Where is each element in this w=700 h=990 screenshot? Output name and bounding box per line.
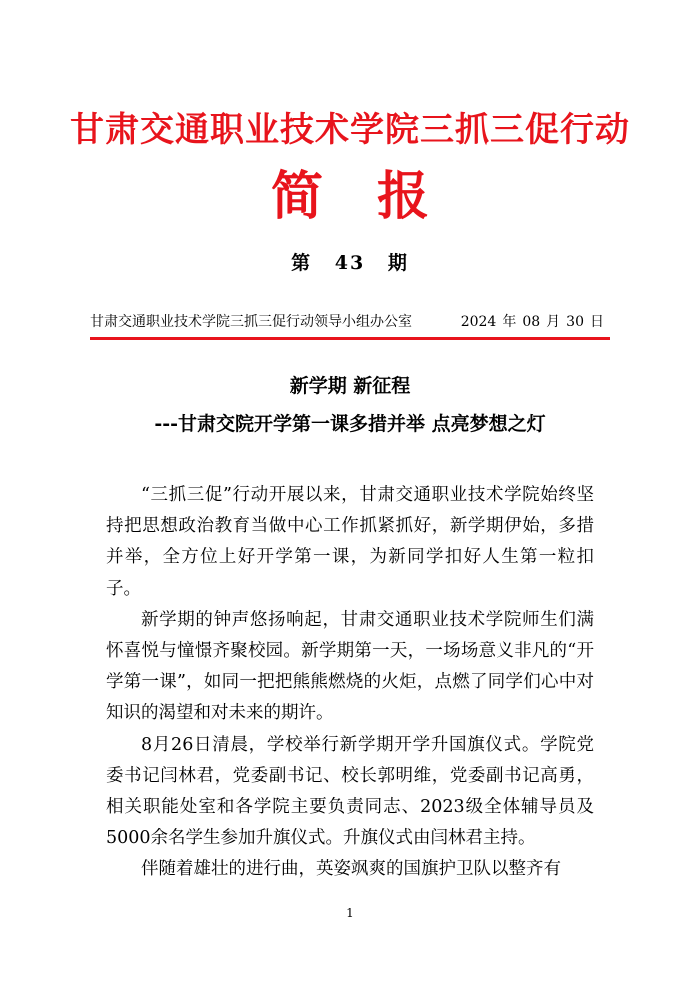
article-paragraph: 8月26日清晨，学校举行新学期开学升国旗仪式。学院党委书记闫林君，党委副书记、校长郭明维，党委副书记高勇，相关职能处室和各学院主要负责同志、2023级全体辅导员及5000余名学生参加升旗仪式。升旗仪式由闫林君主持。 <box>106 734 594 849</box>
issue-date-day-char: 日 <box>590 314 604 330</box>
article-title: 新学期 新征程 <box>289 375 411 397</box>
article-subtitle: ---甘肃交院开学第一课多措并举 点亮梦想之灯 <box>154 413 546 435</box>
issue-prefix: 第 <box>291 252 313 274</box>
issue-number: 43 <box>334 252 366 274</box>
issue-date-day: 30 <box>566 314 584 330</box>
issue-date <box>461 311 610 333</box>
issuing-office: 甘肃交通职业技术学院三抓三促行动领导小组办公室 <box>90 314 412 330</box>
issue-suffix: 期 <box>387 252 409 274</box>
bulletin-doc-type: 简报 <box>270 166 483 227</box>
article-paragraph: “三抓三促”行动开展以来，甘肃交通职业技术学院始终坚持把思想政治教育当做中心工作抓紧抓好，新学期伊始，多措并举，全方位上好开学第一课，为新同学扣好人生第一粒扣子。 <box>106 485 594 599</box>
red-divider-rule <box>90 337 610 340</box>
article-paragraph: 伴随着雄壮的进行曲，英姿飒爽的国旗护卫队以整齐有 <box>141 859 561 880</box>
issue-number-line <box>0 249 700 277</box>
issue-date-year: 2024 <box>460 314 497 330</box>
article-paragraph: 新学期的钟声悠扬响起，甘肃交通职业技术学院师生们满怀喜悦与憧憬齐聚校园。新学期第一天，一场场意义非凡的“开学第一课”，如同一把把熊熊燃烧的火炬，点燃了同学们心中对知识的渴望和对未来的期许。 <box>106 609 594 724</box>
article-body <box>106 480 594 886</box>
issue-date-year-char: 年 <box>502 314 517 330</box>
page-number: 1 <box>346 906 354 920</box>
bulletin-org-title: 甘肃交通职业技术学院三抓三促行动 <box>70 110 630 150</box>
issuer-line <box>90 311 610 333</box>
issue-date-month-char: 月 <box>546 314 561 330</box>
issue-date-month: 08 <box>522 314 541 330</box>
